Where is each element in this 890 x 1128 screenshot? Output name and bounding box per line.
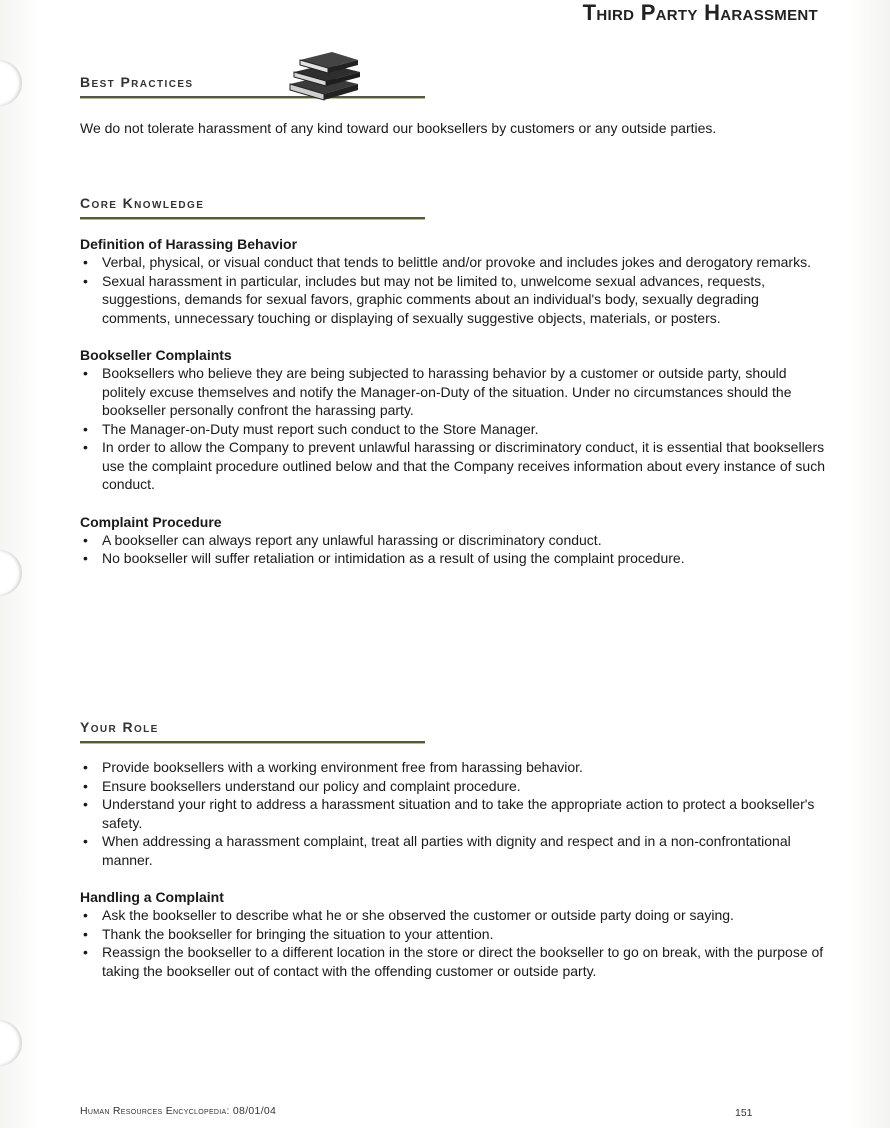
best-practices-section bbox=[80, 74, 825, 137]
binder-punch-hole bbox=[0, 550, 22, 596]
handling-list bbox=[80, 906, 825, 980]
list-item: • Provide booksellers with a working environment free from harassing behavior. bbox=[80, 758, 825, 777]
procedure-subheading: Complaint Procedure bbox=[80, 513, 222, 530]
page-number: 151 bbox=[735, 1107, 753, 1119]
section-divider bbox=[80, 741, 425, 744]
footer-source: Human Resources Encyclopedia: 08/01/04 bbox=[80, 1105, 277, 1117]
list-item: • No bookseller will suffer retaliation or intimidation as a result of using the complaint procedure. bbox=[80, 549, 825, 568]
complaints-subheading: Bookseller Complaints bbox=[80, 347, 232, 363]
list-item: • A bookseller can always report any unlawful harassing or discriminatory conduct. bbox=[80, 531, 825, 550]
definition-list bbox=[80, 253, 825, 327]
binder-punch-hole bbox=[0, 60, 22, 106]
list-item: • Reassign the bookseller to a different location in the store or direct the bookseller to go on break, with the purpose of taking the bookseller out of contact with the offending customer or outside party. bbox=[80, 943, 825, 980]
procedure-list bbox=[80, 531, 825, 568]
list-item: • When addressing a harassment complaint, treat all parties with dignity and respect and in a non-confrontational manner. bbox=[80, 832, 825, 869]
list-item: • Verbal, physical, or visual conduct that tends to belittle and/or provoke and includes jokes and derogatory remarks. bbox=[80, 253, 825, 272]
definition-subheading: Definition of Harassing Behavior bbox=[80, 236, 298, 252]
list-item: • Booksellers who believe they are being subjected to harassing behavior by a customer or outside party, should politely excuse themselves and notify the Manager-on-Duty of the situation. Under no circumstances should the bookseller personally confront the harassing party. bbox=[80, 364, 825, 420]
list-item: • Ensure booksellers understand our policy and complaint procedure. bbox=[80, 777, 825, 796]
list-item: • In order to allow the Company to prevent unlawful harassing or discriminatory conduct, it is essential that booksellers use the complaint procedure outlined below and that the Company receives information about every instance of such conduct. bbox=[80, 438, 825, 494]
complaints-list bbox=[80, 364, 825, 494]
your-role-list bbox=[80, 758, 825, 869]
core-knowledge-section bbox=[80, 195, 825, 568]
your-role-heading: Your Role bbox=[80, 719, 159, 735]
section-divider bbox=[80, 217, 425, 220]
best-practices-heading: Best Practices bbox=[80, 74, 194, 90]
page-title: Third Party Harassment bbox=[582, 0, 818, 25]
list-item: • Thank the bookseller for bringing the situation to your attention. bbox=[80, 925, 825, 944]
binder-punch-hole bbox=[0, 1020, 22, 1066]
stack-of-books-icon bbox=[284, 48, 364, 106]
list-item: • Understand your right to address a harassment situation and to take the appropriate action to protect a bookseller's safety. bbox=[80, 795, 825, 832]
list-item: • The Manager-on-Duty must report such conduct to the Store Manager. bbox=[80, 420, 825, 439]
your-role-section bbox=[80, 719, 825, 980]
list-item: • Ask the bookseller to describe what he or she observed the customer or outside party doing or saying. bbox=[80, 906, 825, 925]
handling-subheading: Handling a Complaint bbox=[80, 889, 224, 905]
section-divider bbox=[80, 96, 425, 99]
best-practices-text: We do not tolerate harassment of any kind toward our booksellers by customers or any outside parties. bbox=[80, 120, 717, 136]
core-knowledge-heading: Core Knowledge bbox=[80, 195, 205, 211]
list-item: • Sexual harassment in particular, includes but may not be limited to, unwelcome sexual advances, requests, suggestions, demands for sexual favors, graphic comments about an individual's body, sexually degrading comments, unnecessary touching or displaying of sexually suggestive objects, materials, or posters. bbox=[80, 272, 825, 328]
